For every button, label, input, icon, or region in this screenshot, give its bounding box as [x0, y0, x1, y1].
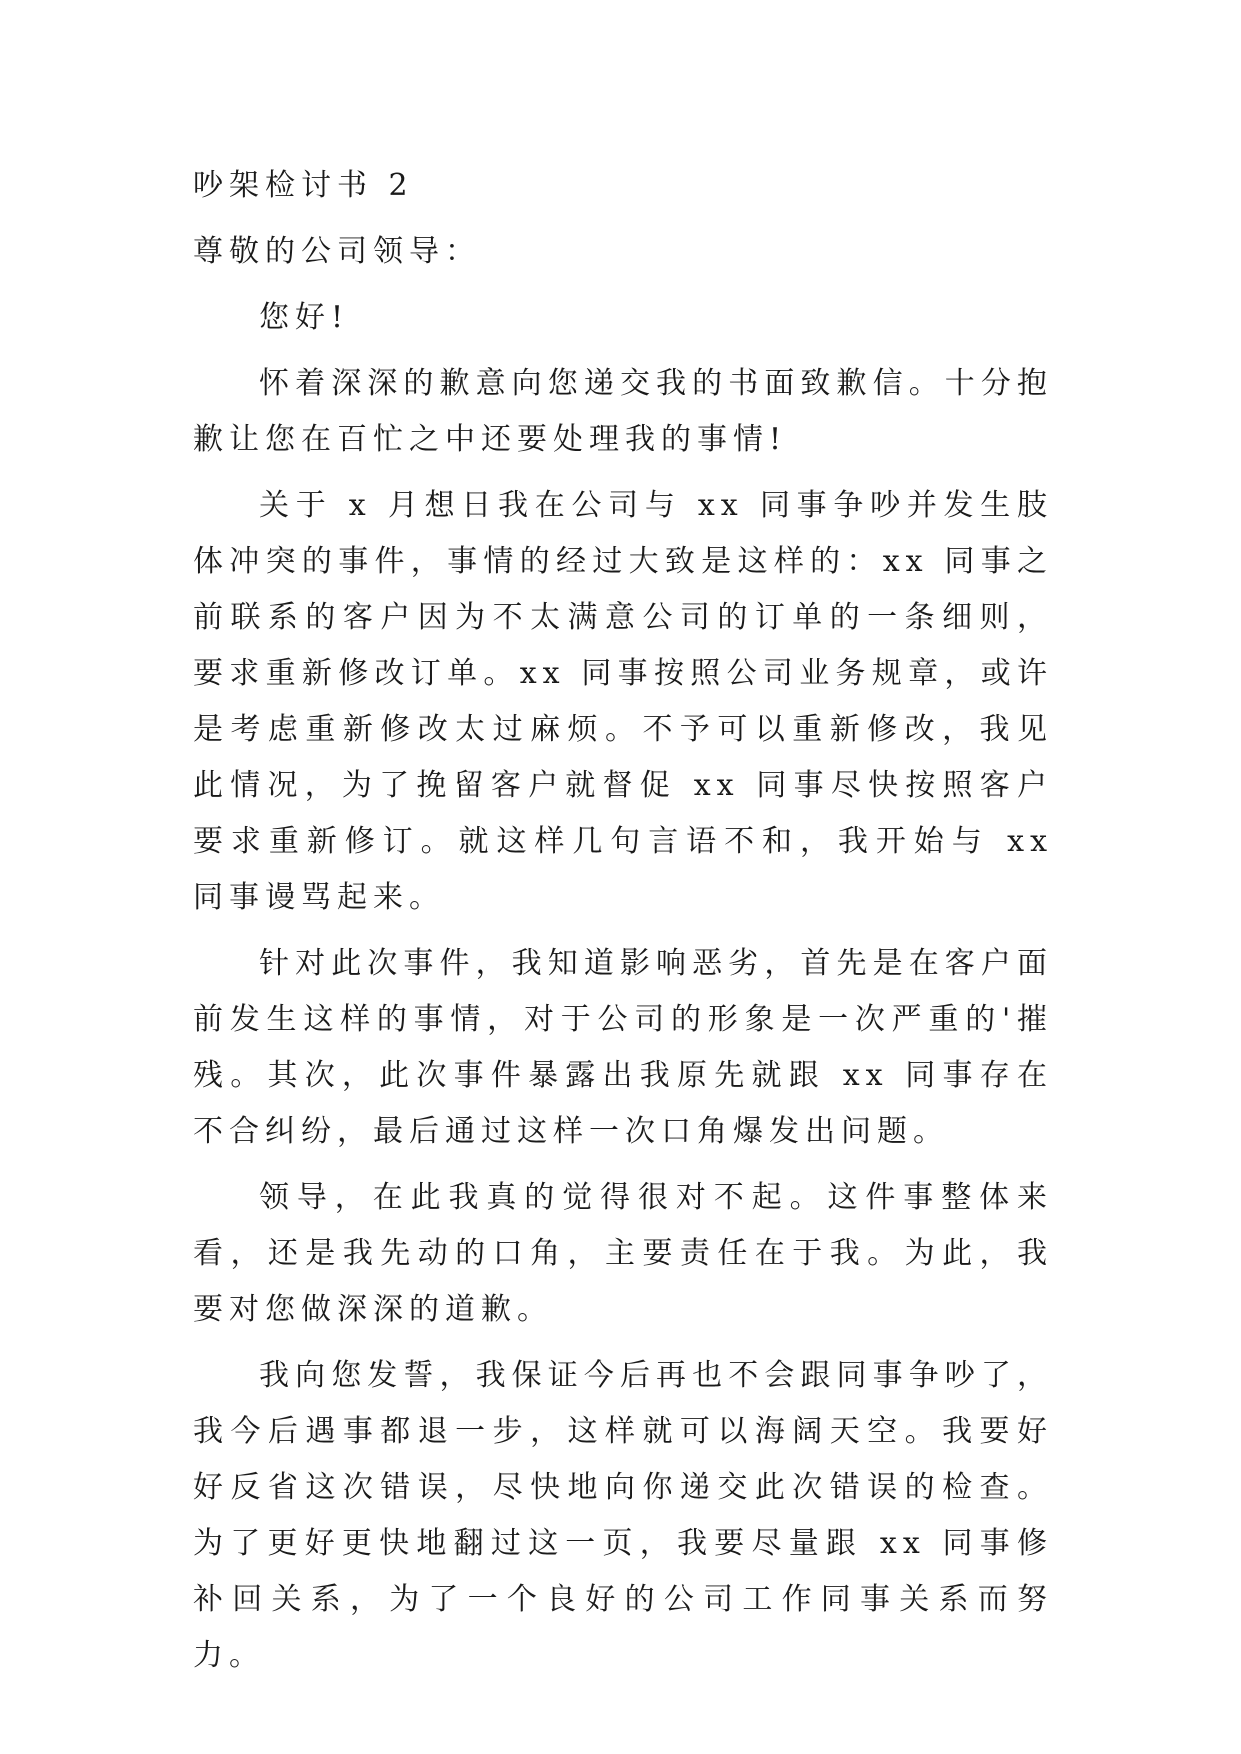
document-title: 吵架检讨书 2 — [193, 168, 414, 203]
paragraph-responsibility: 领导，在此我真的觉得很对不起。这件事整体来看，还是我先动的口角，主要责任在于我。为此，我要对您做深深的道歉。 — [193, 1180, 1053, 1327]
paragraph-incident: 关于 x 月想日我在公司与 xx 同事争吵并发生肢体冲突的事件，事情的经过大致是这样的：xx 同事之前联系的客户因为不太满意公司的订单的一条细则，要求重新修改订单。xx 同事按照公司业务规章，或许是考虑重新修改太过麻烦。不予可以重新修改，我见此情况，为了挽留客户就督促 xx 同事尽快按照客户要求重新修订。就这样几句言语不和，我开始与 xx 同事谩骂起来。 — [193, 488, 1053, 915]
document-body — [193, 158, 1053, 1694]
paragraph-commitment: 我向您发誓，我保证今后再也不会跟同事争吵了，我今后遇事都退一步，这样就可以海阔天空。我要好好反省这次错误，尽快地向你递交此次错误的检查。为了更好更快地翻过这一页，我要尽量跟 xx 同事修补回关系，为了一个良好的公司工作同事关系而努力。 — [193, 1358, 1053, 1673]
salutation: 尊敬的公司领导： — [193, 234, 481, 269]
paragraph-apology-intro: 怀着深深的歉意向您递交我的书面致歉信。十分抱歉让您在百忙之中还要处理我的事情! — [193, 366, 1053, 457]
paragraph-impact: 针对此次事件，我知道影响恶劣，首先是在客户面前发生这样的事情，对于公司的形象是一次严重的'摧残。其次，此次事件暴露出我原先就跟 xx 同事存在不合纠纷，最后通过这样一次口角爆发出问题。 — [193, 946, 1053, 1149]
paragraph-greeting: 您好! — [259, 300, 350, 335]
